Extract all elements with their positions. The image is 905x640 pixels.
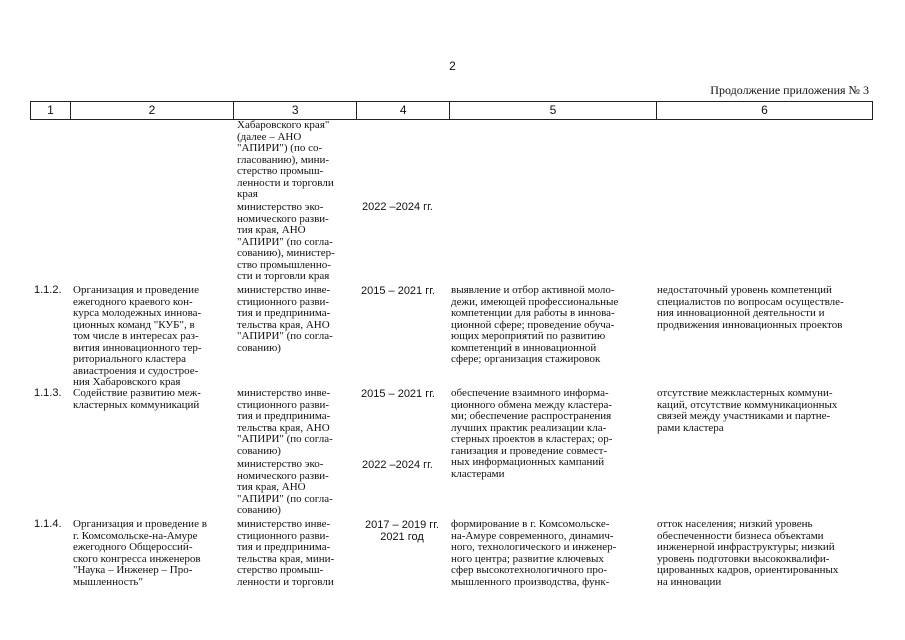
executor-cell: министерство инве- стиционного разви- тия и предпринима- тельства края, АНО "АПИРИ" (по согла- сованию) (237, 284, 333, 354)
result-cell: обеспечение взаимного информа- ционного обмена между кластера- ми; обеспечение распространения лучших практик реализации кла- стерных проектов в кластерах; ор- ганизация и проведение совмест- ных информационных кампаний кластерами (451, 387, 613, 480)
period-cell: 2022 –2024 гг. (362, 459, 433, 471)
period-cell: 2022 –2024 гг. (362, 201, 433, 213)
header-col-1: 1 (30, 102, 70, 119)
risk-cell: отток населения; низкий уровень обеспеченности бизнеса объектами инженерной инфраструктуры; низкий уровень подготовки высококвалифи- цированных кадров, ориентированных на инновации (657, 518, 839, 588)
risk-cell: недостаточный уровень компетенций специалистов по вопросам осуществле- ния инновационной деятельности и продвижения инновационных проектов (657, 284, 844, 331)
period-cell: 2015 – 2021 гг. (361, 285, 435, 297)
period-cell: 2015 – 2021 гг. (361, 388, 435, 400)
row-number: 1.1.3. (34, 387, 62, 399)
measure-name: Организация и проведение ежегодного краевого кон- курса молодежных иннова- ционных команд "КУБ", в том числе в интересах раз- вития инновационного тер- риториального кластера авиастроения и судострое- ния Хабаровского края (73, 284, 202, 388)
page-number: 2 (449, 59, 456, 73)
table-header-row (30, 101, 873, 120)
executor-cell: министерство эко- номического разви- тия края, АНО "АПИРИ" (по согла- сованию), министер- ство промышленно- сти и торговли края (237, 201, 335, 282)
result-cell: формирование в г. Комсомольске- на-Амуре современного, динамич- ного, технологического и инженер- ного центра; развитие ключевых сфер высокотехнологичного про- мышленного производства, функ- (451, 518, 617, 588)
measure-name: Содействие развитию меж- кластерных коммуникаций (73, 387, 201, 411)
result-cell: выявление и отбор активной моло- дежи, имеющей профессиональные компетенции для работы в иннова- ционной сфере; проведение обуча- ющих мероприятий по развитию компетенций в инновационной сфере; организация стажировок (451, 284, 619, 365)
executor-cell: Хабаровского края" (далее – АНО "АПИРИ") (по со- гласованию), мини- стерство промыш- ленности и торговли края (237, 119, 334, 200)
measure-name: Организация и проведение в г. Комсомольске-на-Амуре ежегодного Общероссий- ского конгресса инженеров "Наука – Инженер – Про- мышленность" (73, 518, 207, 588)
header-col-3: 3 (233, 102, 356, 119)
header-col-4: 4 (356, 102, 449, 119)
risk-cell: отсутствие межкластерных коммуни- каций, отсутствие коммуникационных связей между участниками и партне- рами кластера (657, 387, 838, 434)
period-cell: 2017 – 2019 гг. 2021 год (365, 519, 439, 543)
executor-cell: министерство инве- стиционного разви- тия и предпринима- тельства края, АНО "АПИРИ" (по согла- сованию) (237, 387, 333, 457)
row-number: 1.1.4. (34, 518, 62, 530)
header-col-5: 5 (449, 102, 656, 119)
executor-cell: министерство эко- номического разви- тия края, АНО "АПИРИ" (по согла- сованию) (237, 458, 333, 516)
executor-cell: министерство инве- стиционного разви- тия и предпринима- тельства края, мини- стерство промыш- ленности и торговли (237, 518, 335, 588)
header-col-6: 6 (656, 102, 873, 119)
header-col-2: 2 (70, 102, 233, 119)
continuation-label: Продолжение приложения № 3 (710, 83, 869, 97)
row-number: 1.1.2. (34, 284, 62, 296)
